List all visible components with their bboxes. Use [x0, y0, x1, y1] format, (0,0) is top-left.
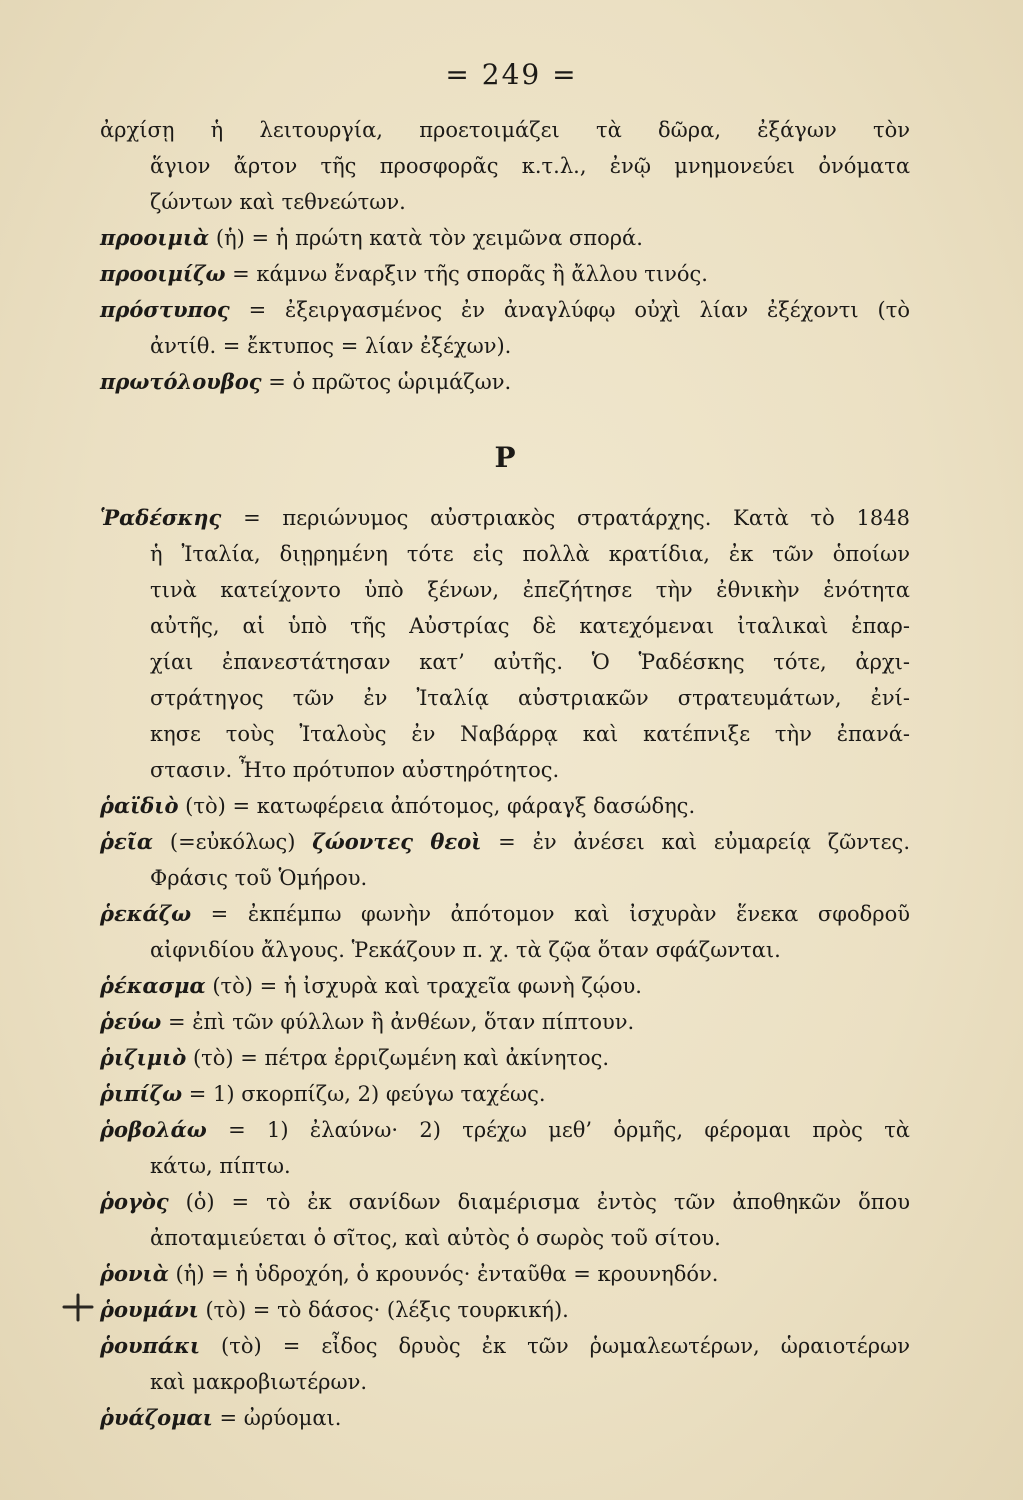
- text-line: ἡ Ἰταλία, διῃρημένη τότε εἰς πολλὰ κρατίδια, ἐκ τῶν ὁποίων: [150, 542, 910, 566]
- headword: ῥαϊδιὸ: [100, 793, 179, 818]
- definition-gloss: (=εὐκόλως): [153, 830, 313, 854]
- definition: = 1) ἐλαύνω· 2) τρέχω μεθ’ ὁρμῆς, φέρομαι πρὸς τὰ: [206, 1118, 910, 1142]
- entry-line: [100, 1076, 910, 1112]
- definition: = κάμνω ἔναρξιν τῆς σπορᾶς ἢ ἄλλου τινός.: [225, 262, 708, 286]
- headword: ῥουμάνι: [100, 1297, 199, 1322]
- definition: = 1) σκορπίζω, 2) φεύγω ταχέως.: [182, 1082, 546, 1106]
- definition: (ἡ) = ἡ πρώτη κατὰ τὸν χειμῶνα σπορά.: [209, 226, 643, 250]
- dictionary-entry: [100, 1292, 910, 1328]
- definition: = ἐκπέμπω φωνὴν ἀπότομον καὶ ἰσχυρὰν ἕνεκα σφοδροῦ: [191, 902, 910, 926]
- headword: ῥεκάζω: [100, 901, 192, 926]
- text-line: αὐτῆς, αἱ ὑπὸ τῆς Αὐστρίας δὲ κατεχόμεναι ἰταλικαὶ ἐπαρ-: [150, 614, 910, 638]
- text-line: στασιν. Ἦτο πρότυπον αὐστηρότητος.: [150, 758, 560, 782]
- dictionary-entry: [100, 500, 910, 788]
- entry-line: [100, 364, 910, 400]
- entry-line: [100, 788, 910, 824]
- definition: (τὸ) = εἶδος δρυὸς ἐκ τῶν ῥωμαλεωτέρων, ὡραιοτέρων: [199, 1334, 910, 1358]
- text-line: χίαι ἐπανεστάτησαν κατ’ αὐτῆς. Ὁ Ῥαδέσκης τότε, ἀρχι-: [150, 650, 910, 674]
- definition: = ὁ πρῶτος ὡριμάζων.: [261, 370, 512, 394]
- definition: (τὸ) = ἡ ἰσχυρὰ καὶ τραχεῖα φωνὴ ζῴου.: [205, 974, 642, 998]
- text-line: στράτηγος τῶν ἐν Ἰταλίᾳ αὐστριακῶν στρατευμάτων, ἐνί-: [150, 686, 910, 710]
- dictionary-entry: [100, 824, 910, 896]
- definition: = περιώνυμος αὐστριακὸς στρατάρχης. Κατὰ τὸ 1848: [221, 506, 910, 530]
- text-line: κησε τοὺς Ἰταλοὺς ἐν Ναβάρρᾳ καὶ κατέπνιξε τὴν ἐπανά-: [150, 722, 910, 746]
- entry-line: [100, 220, 910, 256]
- dictionary-entry: [100, 1184, 910, 1256]
- text-line: κάτω, πίπτω.: [150, 1154, 291, 1178]
- entry-line: [100, 292, 910, 328]
- definition: (τὸ) = κατωφέρεια ἀπότομος, φάραγξ δασώδης.: [178, 794, 696, 818]
- text-line: ζώντων καὶ τεθνεώτων.: [150, 190, 406, 214]
- entry-line: [100, 500, 910, 536]
- headword: πρόστυπος: [100, 297, 230, 322]
- definition: = ἐν ἀνέσει καὶ εὐμαρείᾳ ζῶντες.: [481, 830, 910, 854]
- entry-line: [100, 1400, 910, 1436]
- dictionary-entry: [100, 1112, 910, 1184]
- text-line: καὶ μακροβιωτέρων.: [150, 1370, 368, 1394]
- headword-phrase: ζώοντες θεοὶ: [312, 829, 482, 854]
- headword: ῥιζιμιὸ: [100, 1045, 187, 1070]
- dictionary-entry: [100, 788, 910, 824]
- text-line: ἀρχίσῃ ἡ λειτουργία, προετοιμάζει τὰ δῶρα, ἐξάγων τὸν: [100, 118, 910, 142]
- entry-line: [100, 1256, 910, 1292]
- definition: (τὸ) = τὸ δάσος· (λέξις τουρκική).: [198, 1298, 569, 1322]
- definition: (ὁ) = τὸ ἐκ σανίδων διαμέρισμα ἐντὸς τῶν ἀποθηκῶν ὅπου: [168, 1190, 910, 1214]
- dictionary-entry: [100, 1328, 910, 1400]
- headword: ῥεύω: [100, 1009, 162, 1034]
- entry-line: [100, 824, 910, 860]
- headword: ῥυάζομαι: [100, 1405, 213, 1430]
- headword: προοιμιὰ: [100, 225, 210, 250]
- entry-line: [100, 256, 910, 292]
- headword: ῥονιὰ: [100, 1261, 169, 1286]
- page-text: [100, 112, 910, 1436]
- dictionary-entry: [100, 896, 910, 968]
- dictionary-entry: [100, 220, 910, 256]
- definition: = ὠρύομαι.: [212, 1406, 342, 1430]
- dictionary-entry: [100, 256, 910, 292]
- text-line: τινὰ κατείχοντο ὑπὸ ξένων, ἐπεζήτησε τὴν ἐθνικὴν ἑνότητα: [150, 578, 910, 602]
- headword: ῥογὸς: [100, 1189, 169, 1214]
- dictionary-entry: [100, 1256, 910, 1292]
- section-letter: Ρ: [494, 441, 516, 474]
- headword: ῥέκασμα: [100, 973, 206, 998]
- dictionary-entry: [100, 364, 910, 400]
- entry-line: [100, 1292, 910, 1328]
- definition: (ἡ) = ἡ ὑδροχόη, ὁ κρουνός· ἐνταῦθα = κρουνηδόν.: [168, 1262, 719, 1286]
- dictionary-entry: [100, 1076, 910, 1112]
- entry-line: [100, 1328, 910, 1364]
- dictionary-entry: [100, 1004, 910, 1040]
- text-line: αἰφνιδίου ἄλγους. Ῥεκάζουν π. χ. τὰ ζῷα ὅταν σφάζωνται.: [150, 938, 781, 962]
- entry-line: [100, 968, 910, 1004]
- headword: ῥιπίζω: [100, 1081, 183, 1106]
- headword: ῥουπάκι: [100, 1333, 200, 1358]
- entry-line: [100, 1112, 910, 1148]
- headword: Ῥαδέσκης: [100, 505, 222, 530]
- text-line: ἀντίθ. = ἔκτυπος = λίαν ἐξέχων).: [150, 334, 512, 358]
- headword: προοιμίζω: [100, 261, 226, 286]
- headword: ῥεῖα: [100, 829, 154, 854]
- dictionary-entry: [100, 292, 910, 364]
- continued-entry: [100, 112, 910, 220]
- entry-line: [100, 1040, 910, 1076]
- dictionary-entry: [100, 1040, 910, 1076]
- entry-line: [100, 1184, 910, 1220]
- definition: = ἐπὶ τῶν φύλλων ἢ ἀνθέων, ὅταν πίπτουν.: [161, 1010, 635, 1034]
- headword: ῥοβολάω: [100, 1117, 207, 1142]
- entry-line: [100, 1004, 910, 1040]
- text-line: ἅγιον ἄρτον τῆς προσφορᾶς κ.τ.λ., ἐνῷ μνημονεύει ὀνόματα: [150, 154, 910, 178]
- text-line: Φράσις τοῦ Ὁμήρου.: [150, 866, 368, 890]
- entry-line: [100, 896, 910, 932]
- page-number: = 249 =: [445, 58, 578, 91]
- text-line: ἀποταμιεύεται ὁ σῖτος, καὶ αὐτὸς ὁ σωρὸς τοῦ σίτου.: [150, 1226, 721, 1250]
- dictionary-entry: [100, 968, 910, 1004]
- dictionary-entry: [100, 1400, 910, 1436]
- handwritten-cross-icon: [60, 1292, 96, 1322]
- definition: = ἐξειργασμένος ἐν ἀναγλύφῳ οὐχὶ λίαν ἐξέχοντι (τὸ: [229, 298, 910, 322]
- headword: πρωτόλουβος: [100, 369, 262, 394]
- definition: (τὸ) = πέτρα ἐρριζωμένη καὶ ἀκίνητος.: [186, 1046, 610, 1070]
